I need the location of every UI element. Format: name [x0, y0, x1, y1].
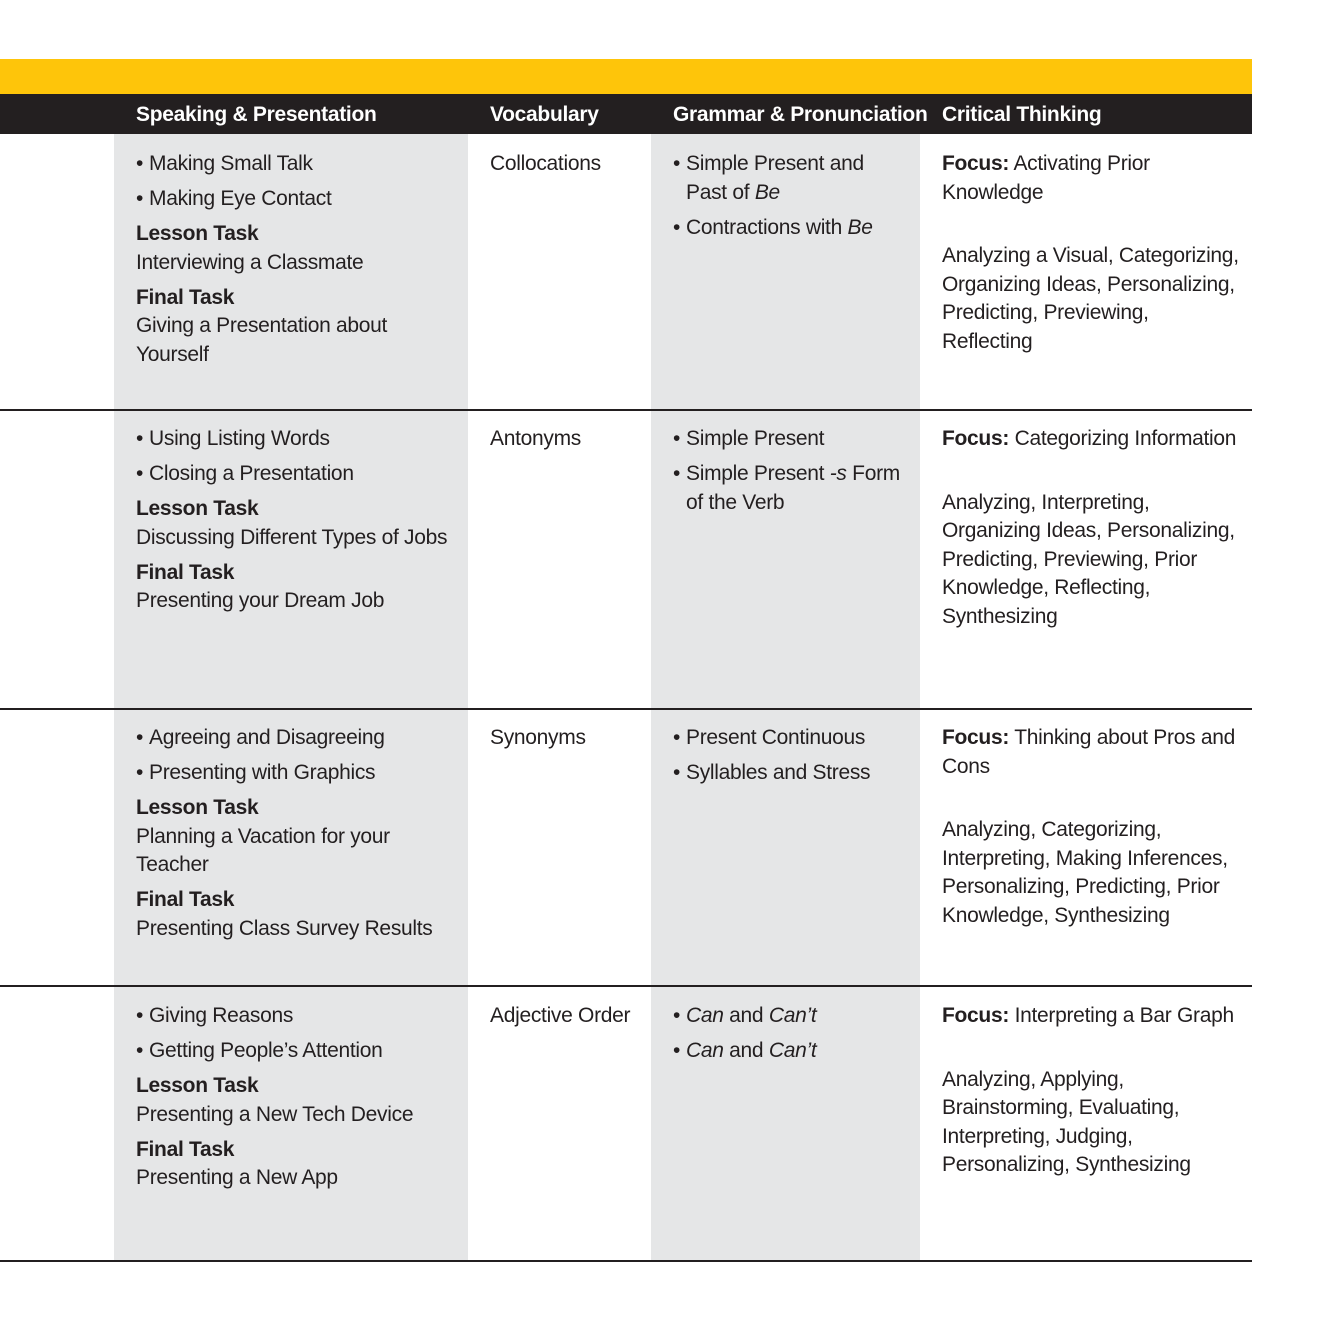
lesson-task-text: Interviewing a Classmate [136, 250, 364, 274]
speaking-item [136, 1002, 456, 1031]
final-task-text: Giving a Presentation about Yourself [136, 314, 388, 366]
speaking-item-text: Closing a Presentation [149, 462, 354, 485]
skills-text: Analyzing, Applying, Brainstorming, Evaluating, Interpreting, Judging, Personalizing, Synthesizing [942, 1067, 1191, 1176]
skills-text: Analyzing a Visual, Categorizing, Organizing Ideas, Personalizing, Predicting, Previewing, Reflecting [942, 244, 1239, 353]
vocabulary-cell: Synonyms [490, 726, 586, 749]
bullet-icon: • [673, 152, 681, 175]
speaking-item [136, 1037, 456, 1066]
lesson-task-text: Discussing Different Types of Jobs [136, 525, 448, 549]
focus-text: Activating Prior Knowledge [942, 152, 1150, 204]
lesson-task-text: Planning a Vacation for your Teacher [136, 824, 390, 876]
bullet-icon: • [673, 1004, 681, 1027]
speaking-item-text: Presenting with Graphics [149, 761, 376, 784]
bullet-icon: • [673, 761, 681, 784]
focus-text: Interpreting a Bar Graph [1014, 1004, 1234, 1027]
lesson-task-label: Lesson Task [136, 222, 259, 245]
speaking-cell [136, 724, 456, 950]
grammar-item-text: Simple Present [686, 427, 825, 450]
speaking-item [136, 724, 456, 753]
row-divider [0, 1260, 1252, 1262]
row-divider [0, 985, 1252, 987]
header-vocabulary: Vocabulary [490, 103, 599, 126]
final-task-label: Final Task [136, 560, 235, 584]
row-divider [0, 708, 1252, 710]
focus-label: Focus: [942, 152, 1010, 175]
focus-line [942, 1002, 1242, 1031]
grammar-item [673, 460, 908, 517]
grammar-item [673, 724, 908, 753]
critical-thinking-cell [942, 724, 1242, 930]
vocabulary-cell: Antonyms [490, 427, 581, 450]
bullet-icon: • [673, 462, 681, 485]
grammar-item-text: Syllables and Stress [686, 761, 871, 784]
grammar-item-text: Can [686, 1004, 724, 1027]
grammar-item-text: -s [829, 462, 847, 485]
grammar-item-text: Can [686, 1039, 724, 1062]
bullet-icon: • [136, 1004, 144, 1027]
bullet-icon: • [136, 462, 144, 485]
speaking-item [136, 759, 456, 788]
final-task-text: Presenting a New App [136, 1166, 338, 1189]
bullet-icon: • [136, 726, 144, 749]
grammar-cell [673, 1002, 908, 1072]
spacer [942, 454, 1242, 489]
header-speaking: Speaking & Presentation [136, 103, 377, 126]
grammar-item [673, 1037, 908, 1066]
grammar-item [673, 759, 908, 788]
vocabulary-cell: Collocations [490, 152, 601, 175]
grammar-item-text: Be [754, 180, 780, 204]
speaking-item-text: Getting People’s Attention [149, 1039, 383, 1062]
grammar-cell [673, 724, 908, 794]
focus-line [942, 425, 1242, 454]
final-task-label: Final Task [136, 285, 235, 309]
bullet-icon: • [136, 152, 144, 175]
grammar-item-text: Form of the Verb [686, 462, 900, 514]
grammar-column-shade [651, 134, 920, 1260]
speaking-item-text: Making Small Talk [149, 152, 313, 175]
final-task-text: Presenting your Dream Job [136, 589, 385, 612]
vocabulary-cell: Adjective Order [490, 1004, 631, 1027]
speaking-cell [136, 150, 456, 376]
grammar-item [673, 1002, 908, 1031]
speaking-cell [136, 1002, 456, 1199]
bullet-icon: • [673, 726, 681, 749]
speaking-item [136, 425, 456, 454]
skills-text: Analyzing, Interpreting, Organizing Ideas, Personalizing, Predicting, Previewing, Prior Knowledge, Reflecting, Synthesizing [942, 490, 1235, 628]
final-task-label: Final Task [136, 888, 235, 911]
lesson-task-label: Lesson Task [136, 1074, 259, 1097]
spacer [942, 207, 1242, 242]
bullet-icon: • [136, 427, 144, 450]
header-grammar: Grammar & Pronunciation [673, 103, 928, 126]
lesson-task-text: Presenting a New Tech Device [136, 1102, 414, 1126]
focus-label: Focus: [942, 726, 1010, 749]
accent-banner [0, 59, 1252, 94]
critical-thinking-cell [942, 425, 1242, 631]
speaking-cell [136, 425, 456, 622]
grammar-item-text: Can’t [768, 1004, 817, 1027]
focus-line [942, 150, 1242, 207]
focus-line [942, 724, 1242, 781]
grammar-item-text: Contractions with [686, 215, 848, 239]
grammar-cell [673, 150, 908, 249]
header-critical-thinking: Critical Thinking [942, 103, 1102, 126]
focus-label: Focus: [942, 427, 1010, 450]
grammar-item-text: Be [847, 215, 873, 239]
final-task-label: Final Task [136, 1137, 235, 1161]
focus-text: Categorizing Information [1014, 427, 1237, 450]
grammar-item-text: Simple Present and Past of [686, 152, 864, 204]
lesson-task-label: Lesson Task [136, 796, 259, 819]
final-task-text: Presenting Class Survey Results [136, 916, 433, 940]
speaking-item [136, 460, 456, 489]
bullet-icon: • [136, 1039, 144, 1062]
focus-text: Thinking about Pros and Cons [942, 726, 1235, 778]
bullet-icon: • [673, 427, 681, 450]
bullet-icon: • [136, 761, 144, 784]
speaking-item [136, 185, 456, 214]
bullet-icon: • [673, 1039, 681, 1062]
grammar-item [673, 425, 908, 454]
grammar-item [673, 214, 908, 243]
critical-thinking-cell [942, 150, 1242, 356]
spacer [942, 781, 1242, 816]
speaking-item-text: Agreeing and Disagreeing [149, 726, 385, 749]
spacer [942, 1031, 1242, 1066]
grammar-cell [673, 425, 908, 524]
speaking-item-text: Giving Reasons [149, 1004, 294, 1027]
critical-thinking-cell [942, 1002, 1242, 1180]
grammar-item-text: Simple Present [686, 462, 830, 485]
grammar-item [673, 150, 908, 207]
grammar-item-text: Can’t [768, 1039, 817, 1062]
row-divider [0, 409, 1252, 411]
speaking-item-text: Using Listing Words [149, 427, 330, 450]
grammar-item-text: and [723, 1004, 769, 1027]
speaking-item-text: Making Eye Contact [149, 187, 332, 210]
skills-text: Analyzing, Categorizing, Interpreting, Making Inferences, Personalizing, Predicting, Prior Knowledge, Synthesizing [942, 818, 1228, 927]
focus-label: Focus: [942, 1004, 1010, 1027]
lesson-task-label: Lesson Task [136, 497, 259, 520]
speaking-item [136, 150, 456, 179]
grammar-item-text: and [723, 1039, 769, 1062]
bullet-icon: • [673, 215, 681, 239]
grammar-item-text: Present Continuous [686, 726, 866, 749]
bullet-icon: • [136, 187, 144, 210]
